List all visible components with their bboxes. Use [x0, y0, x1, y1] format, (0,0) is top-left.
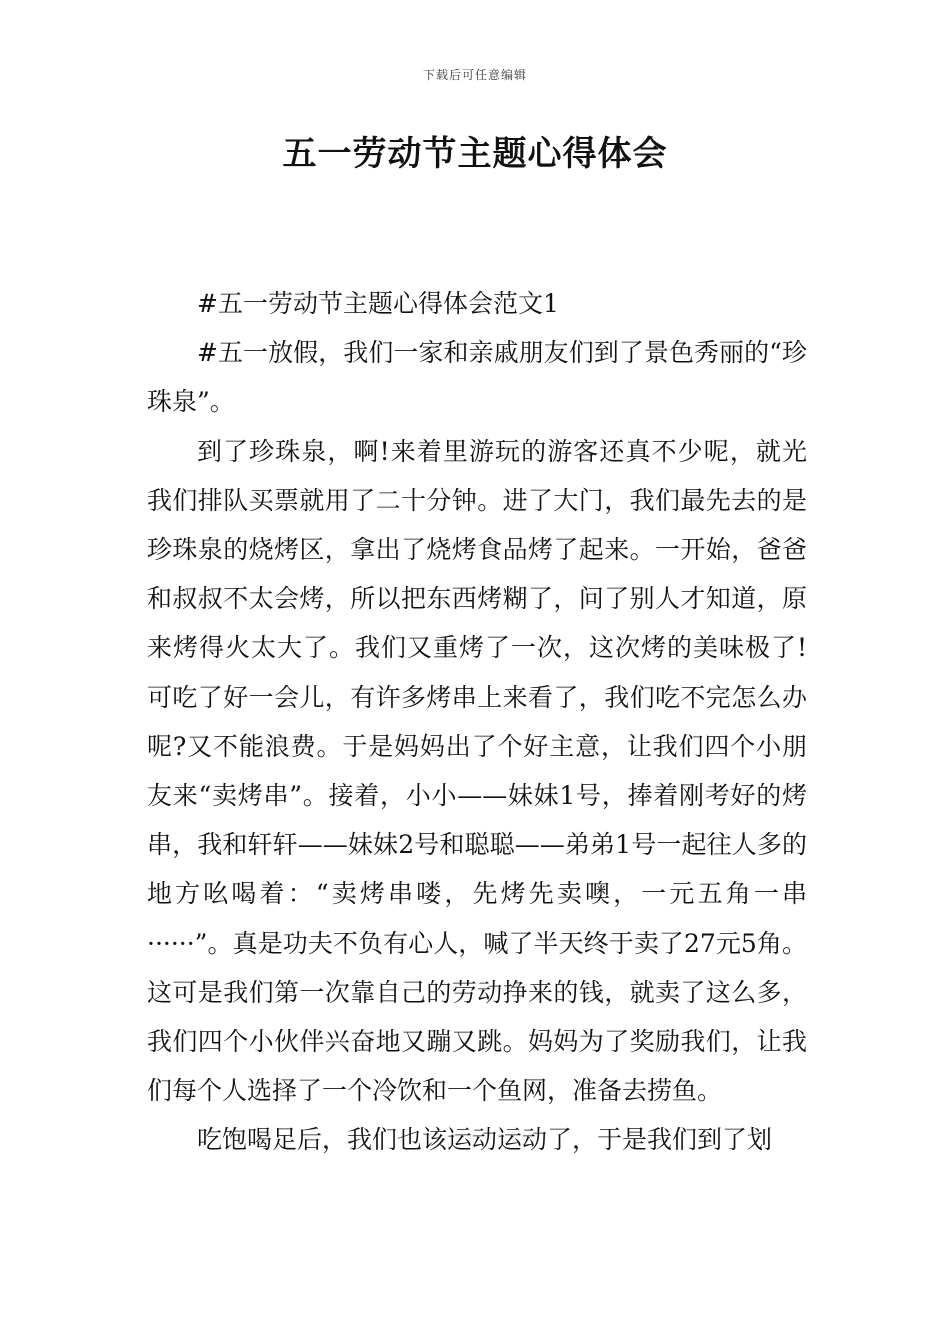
paragraph-heading: #五一劳动节主题心得体会范文1 [197, 289, 559, 318]
header-note: 下载后可任意编辑 [422, 68, 527, 82]
paragraph: 到了珍珠泉，啊!来着里游玩的游客还真不少呢，就光我们排队买票就用了二十分钟。进了大门，我们最先去的是珍珠泉的烧烤区，拿出了烧烤食品烤了起来。一开始，爸爸和叔叔不太会烤，所以把东西烤糊了，问了别人才知道，原来烤得火太大了。我们又重烤了一次，这次烤的美味极了!可吃了好一会儿，有许多烤串上来看了，我们吃不完怎么办呢?又不能浪费。于是妈妈出了个好主意，让我们四个小朋友来“卖烤串”。接着，小小——妹妹1号，捧着刚考好的烤串，我和轩轩——妹妹2号和聪聪——弟弟1号一起往人多的地方吆喝着：“卖烤串喽，先烤先卖噢，一元五角一串······”。真是功夫不负有心人，喊了半天终于卖了27元5角。这可是我们第一次靠自己的劳动挣来的钱，就卖了这么多，我们四个小伙伴兴奋地又蹦又跳。妈妈为了奖励我们，让我们每个人选择了一个冷饮和一个鱼网，准备去捞鱼。 [147, 436, 807, 1106]
paragraph: 吃饱喝足后，我们也该运动运动了，于是我们到了划 [197, 1125, 773, 1155]
document-body [147, 279, 807, 1165]
paragraph: #五一放假，我们一家和亲戚朋友们到了景色秀丽的“珍珠泉”。 [147, 338, 807, 417]
document-title: 五一劳动节主题心得体会 [282, 134, 668, 174]
